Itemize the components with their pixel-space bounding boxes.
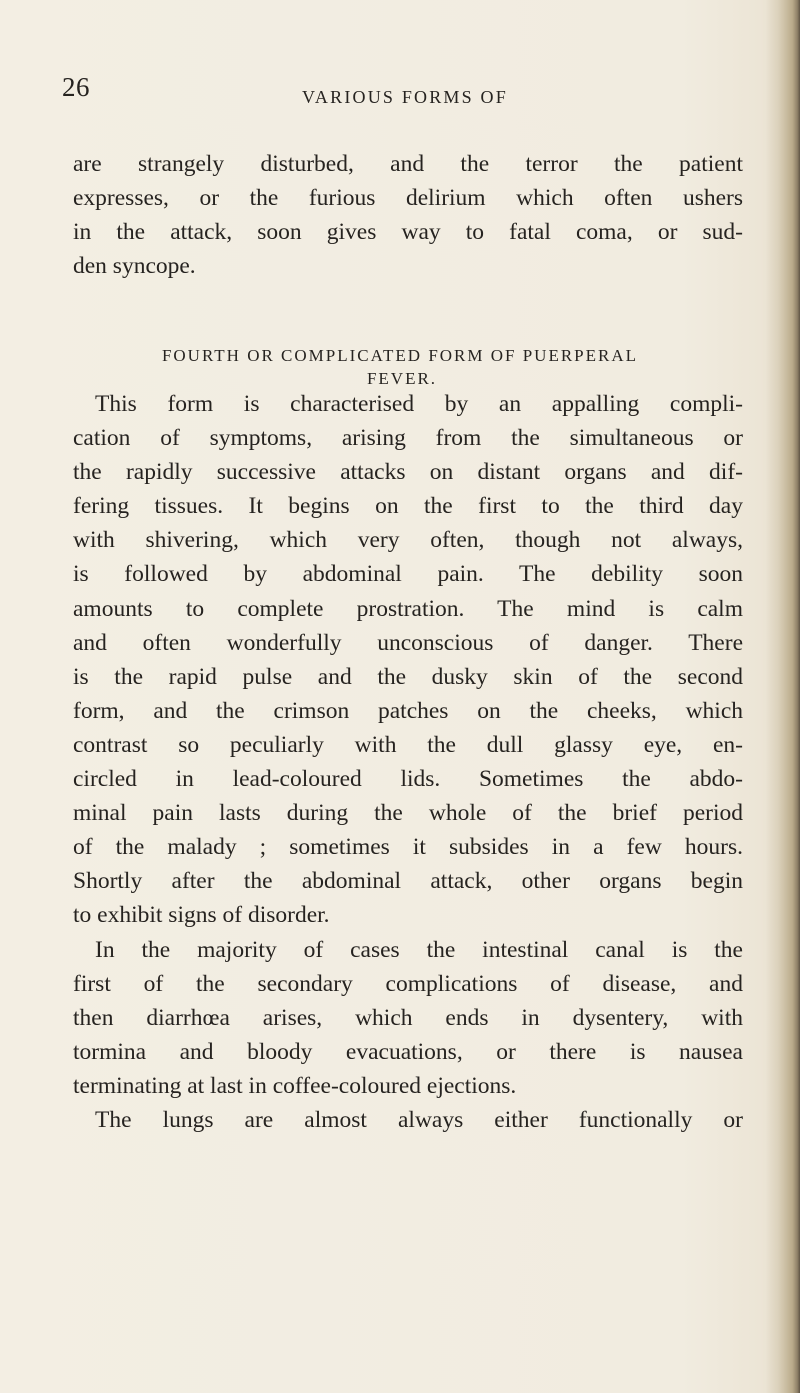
text-line: form, and the crimson patches on the cheeks, which [73,697,743,724]
text-line: the rapidly successive attacks on distant organs and dif- [73,459,743,486]
text-line: is followed by abdominal pain. The debility soon [73,561,743,588]
body-text [73,387,743,1137]
section-heading-line-1: FOURTH OR COMPLICATED FORM OF PUERPERAL [161,346,639,365]
page-number: 26 [62,72,90,102]
paragraph-1 [73,147,743,283]
text-line: expresses, or the furious delirium which often ushers [73,185,743,212]
text-line: This form is characterised by an appalling compli- [95,391,743,417]
text-line: fering tissues. It begins on the first to the third day [73,493,743,520]
running-head: VARIOUS FORMS OF [302,87,508,107]
text-line: to exhibit signs of disorder. [73,902,330,929]
text-line: terminating at last in coffee-coloured ejections. [73,1072,517,1099]
page-binding-shadow [766,0,800,1393]
text-line: amounts to complete prostration. The mind is calm [73,595,743,622]
text-line: in the attack, soon gives way to fatal coma, or sud- [73,219,743,246]
text-line: minal pain lasts during the whole of the brief period [73,800,743,827]
text-line: Shortly after the abdominal attack, other organs begin [73,868,743,895]
text-line: of the malady ; sometimes it subsides in a few hours. [73,834,743,861]
text-line: The lungs are almost always either functionally or [95,1106,743,1133]
text-line: with shivering, which very often, though not always, [73,527,743,554]
text-line: circled in lead-coloured lids. Sometimes the abdo- [73,766,743,793]
text-line: first of the secondary complications of disease, and [73,970,743,997]
text-line: and often wonderfully unconscious of danger. There [73,629,743,656]
text-line: are strangely disturbed, and the terror the patient [73,151,743,177]
text-line: den syncope. [73,253,196,280]
text-line: is the rapid pulse and the dusky skin of the second [73,663,743,690]
text-line: cation of symptoms, arising from the simultaneous or [73,425,743,452]
text-line: then diarrhœa arises, which ends in dysentery, with [73,1004,743,1031]
text-line: In the majority of cases the intestinal canal is the [95,936,743,963]
text-line: contrast so peculiarly with the dull glassy eye, en- [73,731,743,758]
section-heading-line-2: FEVER. [366,369,438,388]
text-line: tormina and bloody evacuations, or there is nausea [73,1038,743,1065]
